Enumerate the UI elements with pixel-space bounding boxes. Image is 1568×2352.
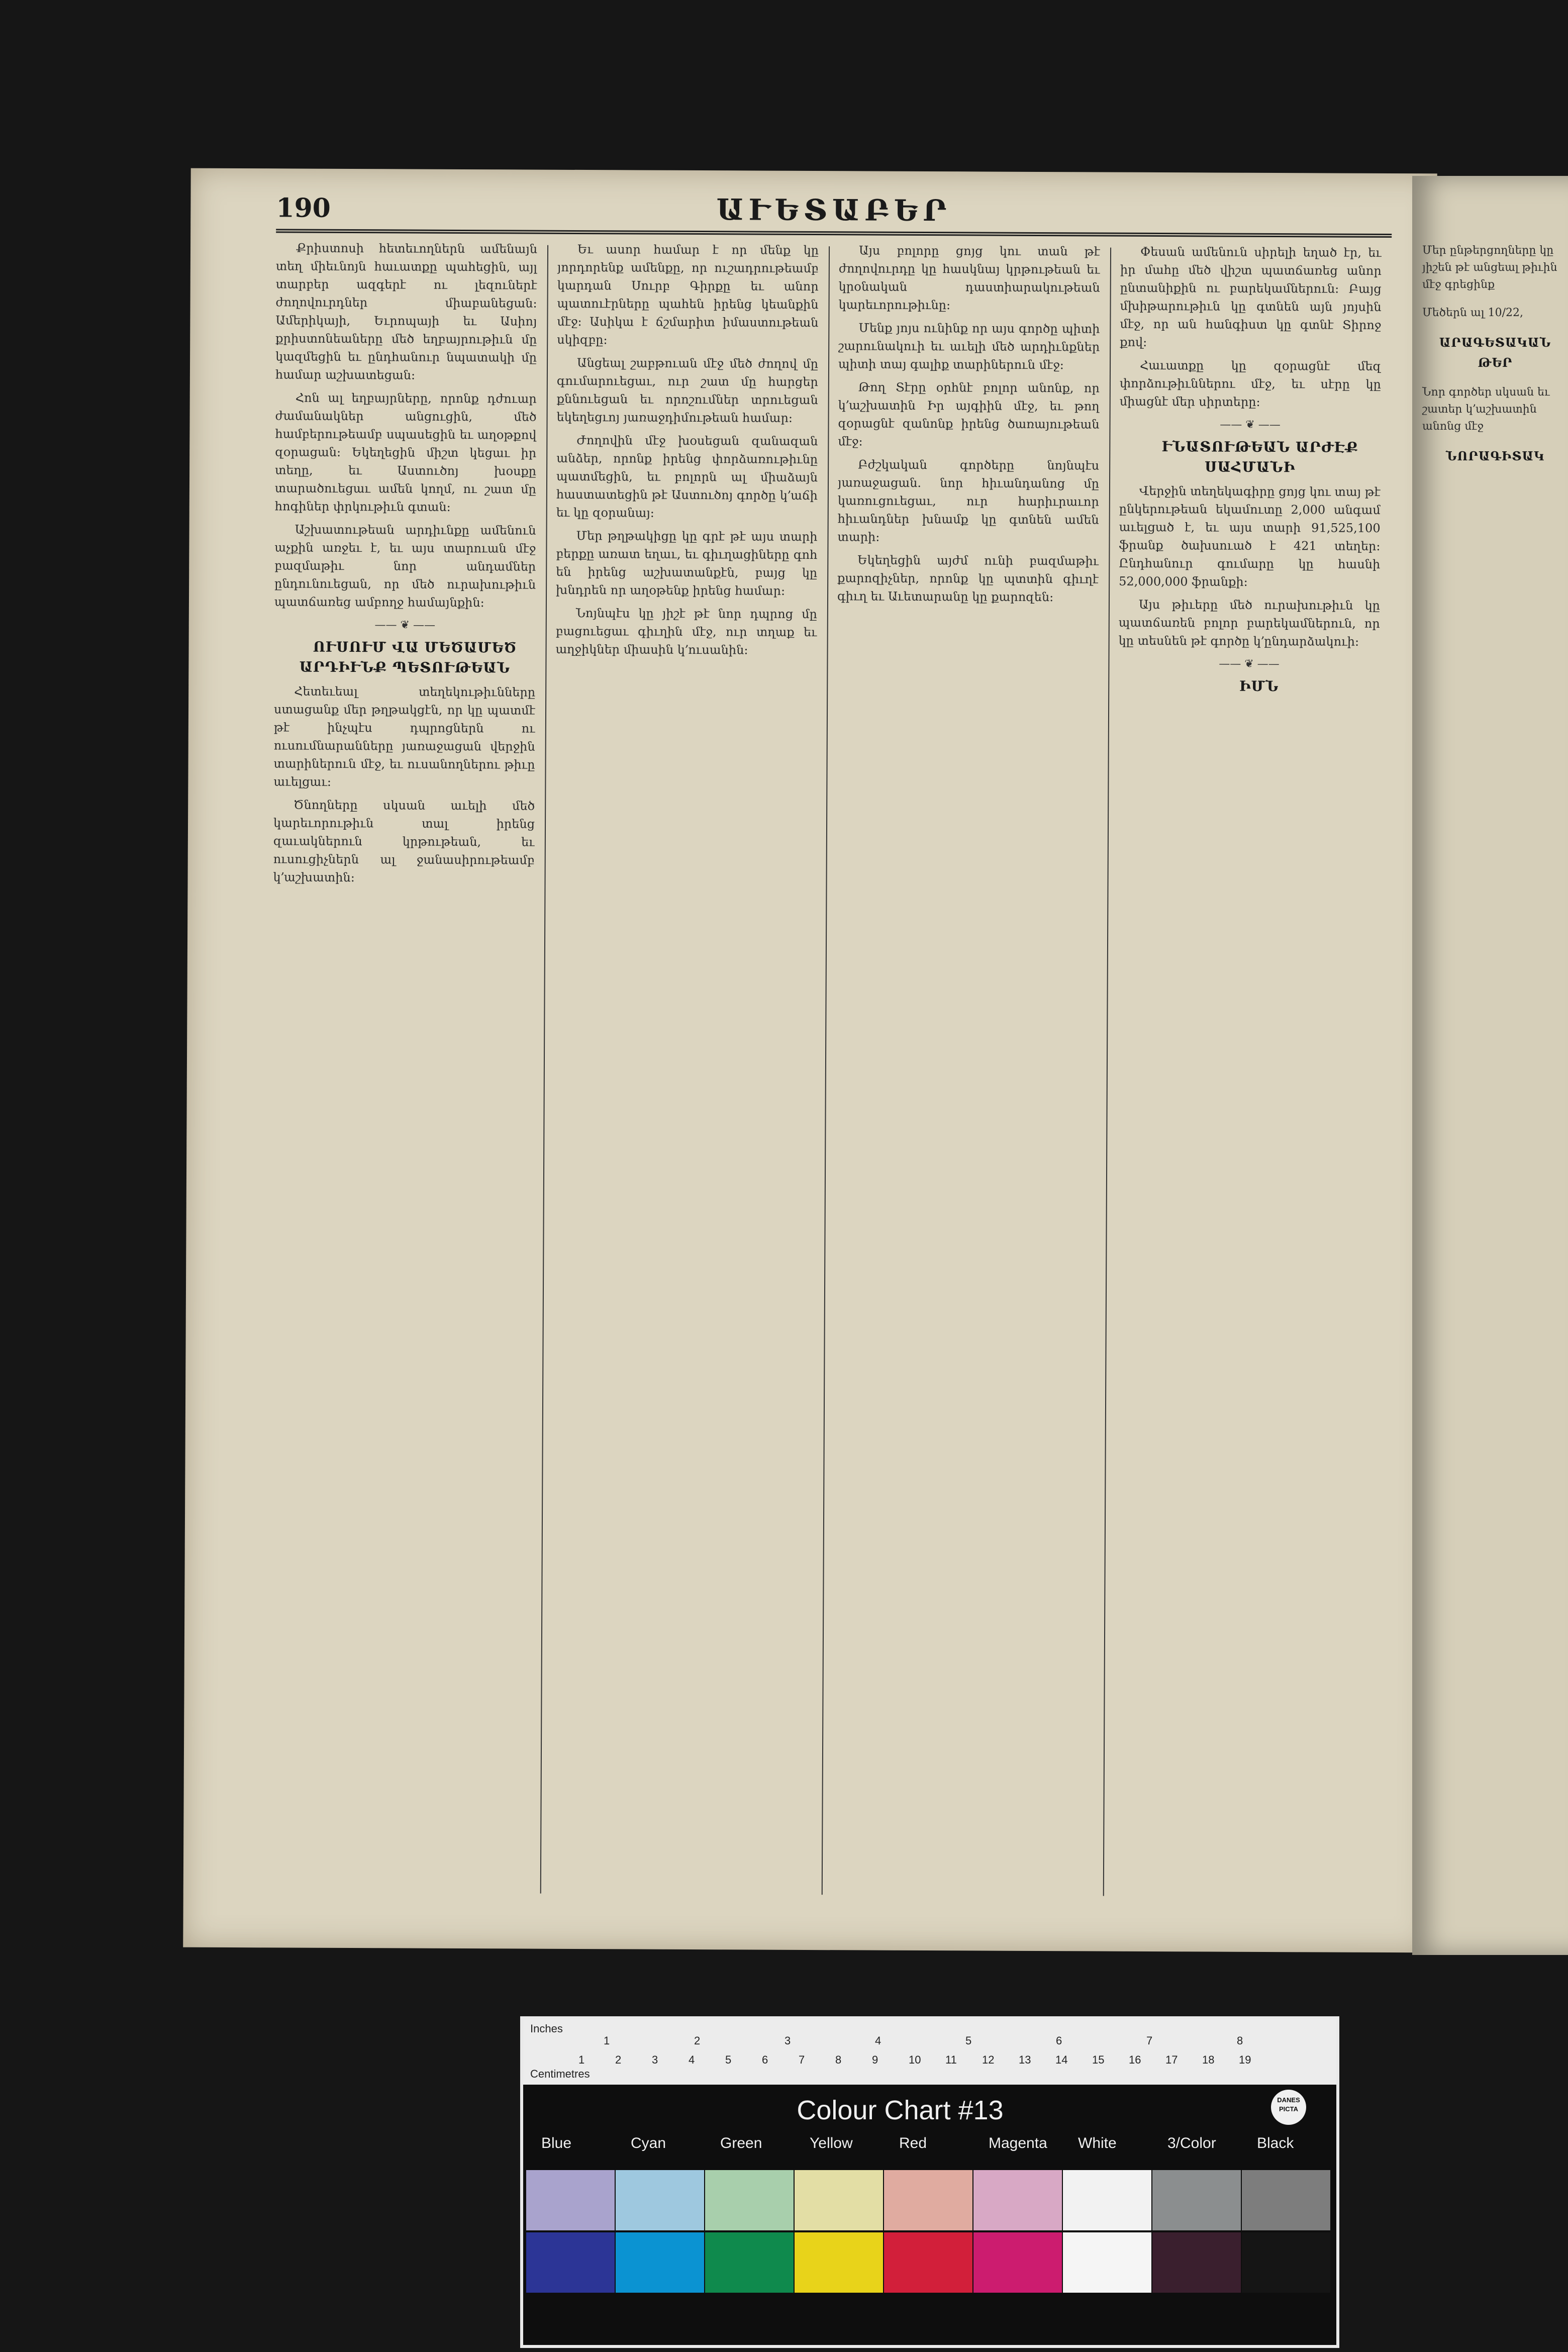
colour-chart: [520, 2016, 1339, 2348]
ruler-cm-tick: 2: [615, 2053, 622, 2066]
swatch-label: 3/Color: [1167, 2135, 1216, 2151]
paragraph: Հաւատքը կը զօրացնէ մեզ փորձութիւններու մէջ, եւ սէրը կը միացնէ մեր սիրտերը:: [1119, 358, 1382, 409]
page-number: 190: [276, 192, 331, 224]
column-rule: [822, 246, 830, 1895]
ruler-cm-tick: 10: [909, 2053, 921, 2066]
ruler-inch-tick: 5: [965, 2034, 972, 2047]
paragraph: Աշխատութեան արդիւնքը ամենուն աչքին առջեւ է, եւ այս տարուան մէջ բազմաթիւ նոր անդամներ ընդունուեցան, որ մեծ ուրախութիւն պատճառեց ամբողջ համայնքին:: [274, 522, 536, 610]
swatch-label: Red: [899, 2135, 927, 2151]
ruler-cm-tick: 18: [1202, 2053, 1215, 2066]
swatch-label: Magenta: [989, 2135, 1047, 2151]
section-title: ՆՈՐԱԳԻՏԱԿ: [1445, 449, 1545, 463]
swatch-light: [795, 2170, 883, 2230]
measurement-ruler: [523, 2019, 1336, 2085]
swatch-dark: [616, 2232, 704, 2293]
paragraph: Մենք յոյս ունինք որ այս գործը պիտի շարունակուի եւ աւելի մեծ արդիւնքներ պիտի տայ գալիք տարիներուն մէջ:: [838, 321, 1100, 372]
ruler-cm-tick: 4: [689, 2053, 695, 2066]
facing-page-column: [1422, 231, 1568, 473]
column-rule: [1103, 248, 1111, 1896]
ruler-cm-tick: 15: [1092, 2053, 1105, 2066]
ruler-cm-tick: 17: [1165, 2053, 1178, 2066]
column-2: [550, 240, 819, 1900]
swatch-label: White: [1078, 2135, 1117, 2151]
danes-picta-logo: DANES PICTA: [1271, 2090, 1306, 2125]
paragraph: Եկեղեցին այժմ ունի բազմաթիւ քարոզիչներ, որոնք կը պտտին գիւղէ գիւղ եւ Աւետարանը կը քարոզեն:: [837, 553, 1099, 605]
ruler-inch-tick: 6: [1056, 2034, 1062, 2047]
divider-ornament: —— ❦ ——: [1220, 418, 1281, 432]
ruler-cm-tick: 8: [835, 2053, 842, 2066]
paragraph: Մեր ընթերցողները կը յիշեն թէ անցեալ թիւին մէջ գրեցինք: [1422, 244, 1557, 291]
swatch-label: Black: [1257, 2135, 1294, 2151]
column-1: [269, 239, 537, 1898]
swatch-label: Cyan: [631, 2135, 666, 2151]
swatch-dark: [526, 2232, 615, 2293]
page-header: [276, 183, 1392, 238]
ruler-cm-tick: 7: [799, 2053, 805, 2066]
section-title: ՒՆԱՏՈՒԹԵԱՆ ԱՐԺԷՔ ՍԱՀՄԱՆԻ: [1161, 438, 1358, 476]
paragraph: Հոն ալ եղբայրները, որոնք դժուար ժամանակներ անցուցին, մեծ համբերութեամբ սպասեցին եւ աղօթքով զօրացան: Եկեղեցին միշտ կեցաւ իր տեղը, եւ Աստուծոյ խօսքը տարածուեցաւ ամեն կողմ, ու շատ մը հոգիներ փրկութիւն գտան:: [274, 390, 537, 514]
divider-ornament: —— ❦ ——: [374, 619, 436, 632]
section-title: ՈՒՍՈՒՄ ՎԱ ՄԵԾԱՄԵԾ ԱՐԴԻՒՆՔ ՊԵՏՈՒԹԵԱՆ: [299, 638, 517, 676]
swatch-dark: [1152, 2232, 1241, 2293]
swatch-light: [973, 2170, 1062, 2230]
swatch-dark: [1242, 2232, 1330, 2293]
paragraph: Թող Տէրը օրհնէ բոլոր անոնք, որ կ՚աշխատին Իր այգիին մէջ, եւ թող զօրացնէ զանոնք իրենց ծառայութեան մէջ:: [838, 380, 1100, 449]
paragraph: Բժշկական գործերը նոյնպէս յառաջացան. նոր հիւանդանոց մը կառուցուեցաւ, ուր հարիւրաւոր հիւանդներ խնամք կը գտնեն ամեն տարի:: [837, 457, 1100, 544]
paragraph: Հետեւեալ տեղեկութիւնները ստացանք մեր թղթակցէն, որ կը պատմէ թէ ինչպէս դպրոցներն ու ուսումնարանները յառաջացան վերջին տարիներուն մէջ, եւ ուսանողներու թիւը աւելցաւ:: [273, 684, 536, 789]
ruler-inch-tick: 4: [875, 2034, 881, 2047]
swatch-labels: [523, 2135, 1336, 2155]
paragraph: Անցեալ շաբթուան մէջ մեծ ժողով մը գումարուեցաւ, ուր շատ մը հարցեր քննուեցան եւ որոշումներ տրուեցան եկեղեցւոյ յառաջդիմութեան համար:: [556, 355, 819, 425]
ruler-cm-tick: 3: [652, 2053, 658, 2066]
ruler-cm-tick: 9: [872, 2053, 878, 2066]
facing-page-edge: [1412, 176, 1568, 1955]
swatch-light: [526, 2170, 615, 2230]
column-4: [1113, 243, 1382, 1902]
masthead-title: ԱՒԵՏԱԲԵՐ: [716, 192, 952, 228]
ruler-cm-tick: 12: [982, 2053, 995, 2066]
swatch-light: [884, 2170, 972, 2230]
column-rule: [540, 245, 548, 1894]
paragraph: Եւ ասոր համար է որ մենք կը յորդորենք ամենքը, որ ուշադրութեամբ կարդան Սուրբ Գիրքը եւ անոր պատուէրները պահեն իրենց կեանքին մէջ: Ասիկա է ճշմարիտ իմաստութեան սկիզբը:: [557, 242, 819, 347]
ruler-inch-tick: 8: [1237, 2034, 1243, 2047]
paragraph: Այս թիւերը մեծ ուրախութիւն կը պատճառեն բոլոր բարեկամներուն, որ կը տեսնեն թէ գործը կ՚ընդարձակուի:: [1118, 597, 1381, 649]
paragraph: Այս բոլորը ցոյց կու տան թէ ժողովուրդը կը հասկնայ կրթութեան եւ կրօնական դաստիարակութեան կարեւորութիւնը:: [838, 243, 1101, 313]
paragraph: Վերջին տեղեկագիրը ցոյց կու տայ թէ ընկերութեան եկամուտը 2,000 անգամ աւելցած է, եւ այս տարի 91,525,100 ֆրանք ծախսուած է 421 տեղեր: Ընդհանուր գումարը կը հասնի 52,000,000 ֆրանքի:: [1119, 483, 1381, 589]
ruler-cm-tick: 5: [725, 2053, 732, 2066]
swatch-label: Green: [720, 2135, 762, 2151]
ruler-cm-tick: 16: [1129, 2053, 1141, 2066]
ruler-inch-tick: 2: [694, 2034, 701, 2047]
ruler-cm-tick: 6: [762, 2053, 768, 2066]
swatch-light: [1242, 2170, 1330, 2230]
chart-title: Colour Chart #13: [797, 2095, 1004, 2125]
ruler-inch-tick: 7: [1146, 2034, 1153, 2047]
swatch-label: Blue: [541, 2135, 572, 2151]
ruler-cm-label: Centimetres: [530, 2068, 590, 2080]
ruler-inches-label: Inches: [530, 2022, 563, 2035]
swatch-light: [1152, 2170, 1241, 2230]
section-title: ԻՄՆ: [1239, 677, 1279, 695]
paragraph: Ծնողները սկսան աւելի մեծ կարեւորութիւն տալ իրենց զաւակներուն կրթութեան, եւ ուսուցիչներն ալ ջանասիրութեամբ կ՚աշխատին:: [273, 798, 535, 885]
ruler-cm-tick: 11: [945, 2053, 957, 2066]
ruler-cm-tick: 1: [578, 2053, 585, 2066]
paragraph: Քրիստոսի հետեւողներն ամենայն տեղ միեւնոյն հաւատքը պահեցին, այլ տարբեր ազգերէ ու լեզուներէ ժողովուրդներ միաբանեցան: Ամերիկայի, Եւրոպայի եւ Ասիոյ քրիստոնեաները մեծ եղբայրութիւն մը կազմեցին եւ ընդհանուր նպատակի մը համար աշխատեցան:: [275, 241, 538, 382]
swatch-label: Yellow: [810, 2135, 853, 2151]
paragraph: Ժողովին մէջ խօսեցան զանազան անձեր, որոնք իրենց փորձառութիւնը պատմեցին, եւ բոլորն ալ միաձայն հաստատեցին թէ Աստուծոյ գործը կ՚աճի եւ կը զօրանայ:: [556, 433, 818, 520]
swatch-light: [705, 2170, 794, 2230]
paragraph: Նոր գործեր սկսան եւ շատեր կ՚աշխատին անոնց մէջ: [1422, 386, 1550, 433]
swatch-dark: [1063, 2232, 1151, 2293]
divider-ornament: —— ❦ ——: [1219, 657, 1280, 671]
section-title: ԱՐԱԳԵՏԱԿԱՆ ԹԵՐ: [1439, 335, 1551, 370]
swatch-dark: [884, 2232, 972, 2293]
swatch-dark: [705, 2232, 794, 2293]
column-3: [832, 241, 1100, 1901]
paragraph: Մեր թղթակիցը կը գրէ թէ այս տարի բերքը առատ եղաւ, եւ գիւղացիները գոհ են իրենց աշխատանքէն, բայց կը խնդրեն որ աղօթենք իրենց համար:: [556, 528, 818, 598]
ruler-inch-tick: 1: [604, 2034, 610, 2047]
ruler-cm-tick: 19: [1239, 2053, 1251, 2066]
ruler-inch-tick: 3: [785, 2034, 791, 2047]
paragraph: Փեսան ամենուն սիրելի եղած էր, եւ իր մահը մեծ վիշտ պատճառեց անոր ընտանիքին ու բարեկամներուն: Բայց մխիթարութիւն կը գտնեն այն յոյսին մէջ, որ ան հանգիստ կը գտնէ Տիրոջ քով:: [1120, 244, 1382, 349]
ruler-cm-tick: 14: [1055, 2053, 1068, 2066]
ruler-cm-tick: 13: [1019, 2053, 1031, 2066]
paragraph: Նոյնպէս կը յիշէ թէ նոր դպրոց մը բացուեցաւ գիւղին մէջ, ուր տղաք եւ աղջիկներ միասին կ՚ուսանին:: [555, 606, 817, 657]
swatch-light: [1063, 2170, 1151, 2230]
swatch-light: [616, 2170, 704, 2230]
snippet: Մեծերն ալ 10/22,: [1422, 307, 1523, 319]
swatch-dark: [973, 2232, 1062, 2293]
newspaper-page: [183, 168, 1437, 1953]
swatch-dark: [795, 2232, 883, 2293]
